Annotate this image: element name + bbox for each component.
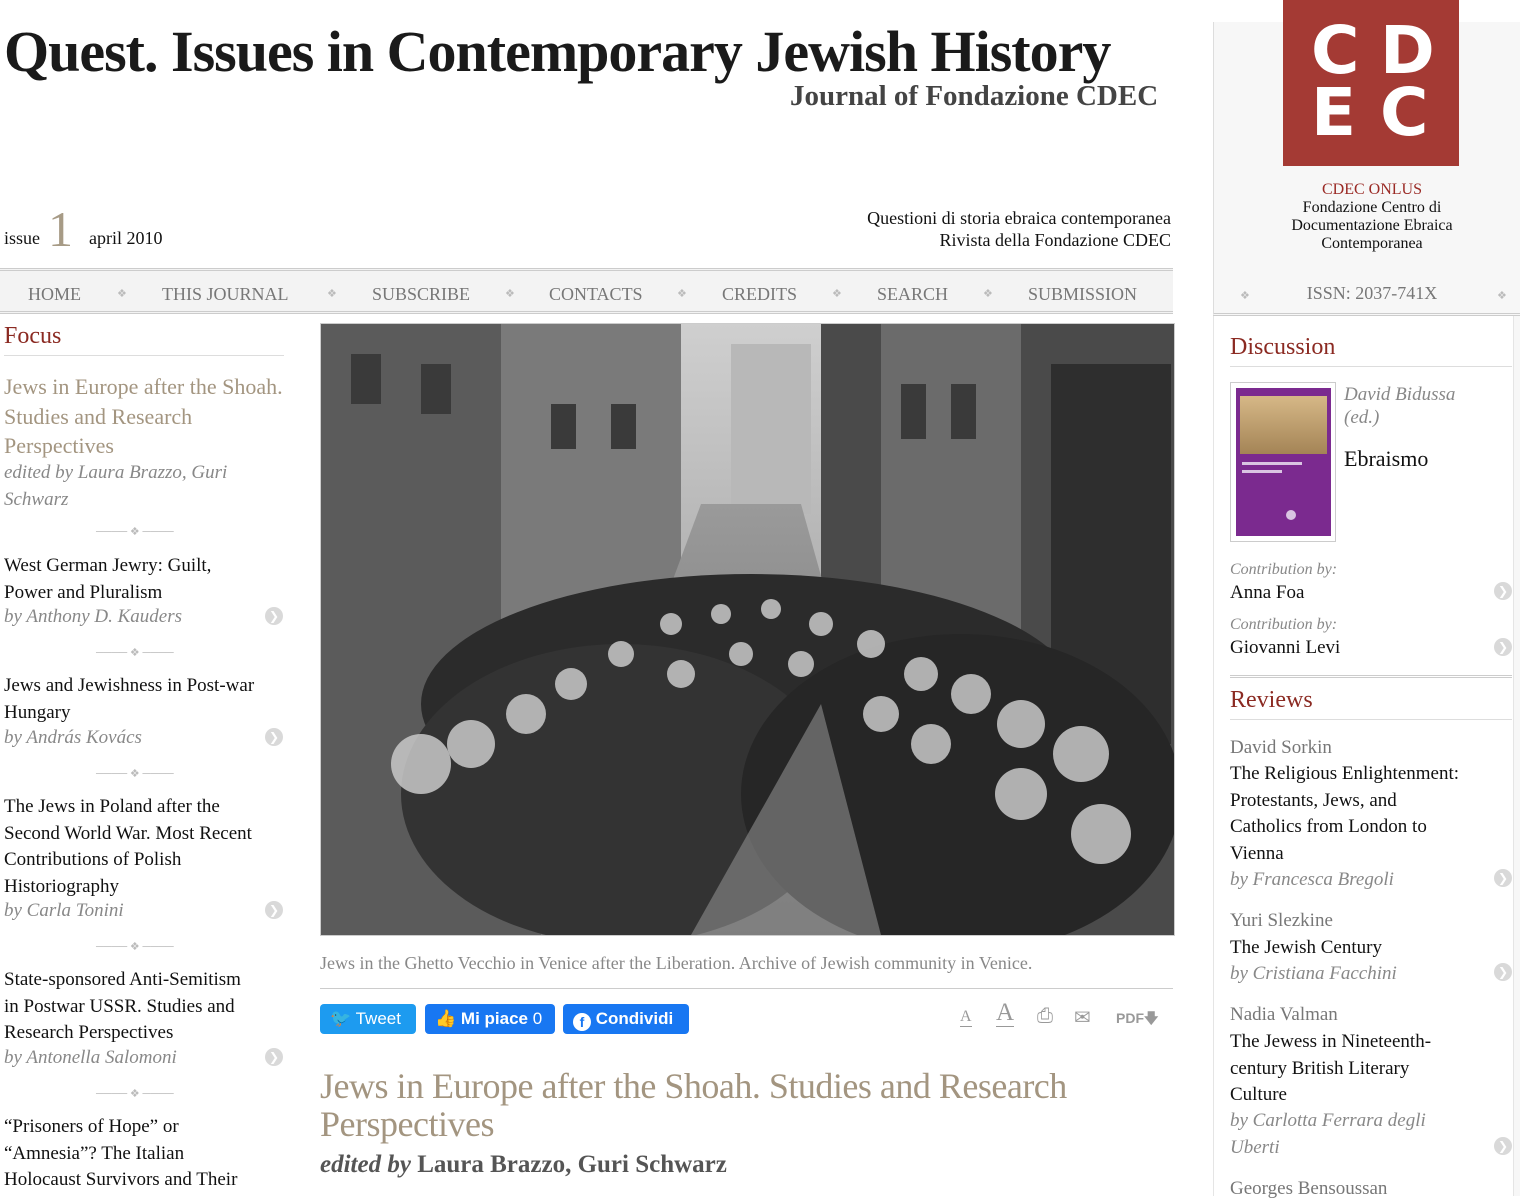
download-arrow-icon: 🡇 (1144, 1010, 1159, 1026)
chevron-right-icon[interactable]: ❯ (1494, 1137, 1512, 1155)
thumbs-up-icon: 👍 (435, 1009, 457, 1028)
review-book-author: Nadia Valman (1230, 1004, 1338, 1025)
review-book-title[interactable] (1230, 761, 1500, 867)
article-separator: ──── ❖ ──── (96, 647, 174, 659)
contribution-name[interactable]: Giovanni Levi (1230, 637, 1341, 658)
nav-separator: ❖ (677, 288, 687, 300)
nav-separator: ❖ (505, 288, 515, 300)
title-line: Power and Pluralism (4, 581, 163, 603)
divider (4, 355, 284, 356)
book-cover-text (1242, 462, 1302, 465)
issn-separator: ❖ (1497, 290, 1507, 302)
main-nav (0, 268, 1173, 314)
nav-search[interactable]: SEARCH (877, 284, 949, 304)
title-line: West German Jewry: Guilt, (4, 555, 212, 576)
review-book-author: Yuri Slezkine (1230, 910, 1333, 931)
book-title[interactable]: Ebraismo (1344, 446, 1429, 471)
featured-article-editors: edited by Laura Brazzo, Guri Schwarz (4, 462, 228, 510)
title-line: Research Perspectives (4, 1022, 174, 1043)
title-line: Catholics from London to (1230, 816, 1427, 837)
title-line: Culture (1230, 1084, 1287, 1105)
reviewer-line: by Carlotta Ferrara degli (1230, 1110, 1426, 1131)
title-line: The Jewish Century (1230, 937, 1382, 958)
italian-title (867, 207, 1171, 251)
font-decrease-icon[interactable]: A (960, 1008, 972, 1025)
share-label: Condividi (595, 1009, 674, 1028)
nav-separator: ❖ (117, 288, 127, 300)
org-full-name-line: Fondazione Centro di (1302, 199, 1442, 216)
title-line: in Postwar USSR. Studies and (4, 995, 235, 1017)
review-book-author: David Sorkin (1230, 737, 1332, 758)
focus-article-title[interactable] (4, 673, 289, 726)
focus-article-author: by Anthony D. Kauders (4, 606, 183, 627)
title-line: The Jews in Poland after the (4, 796, 220, 817)
org-name[interactable]: CDEC ONLUS (1321, 181, 1422, 198)
nav-separator: ❖ (832, 288, 842, 300)
tweet-label: Tweet (355, 1009, 401, 1028)
title-line: Historiography (4, 875, 120, 897)
nav-credits[interactable]: CREDITS (722, 284, 798, 304)
focus-heading: Focus (4, 323, 62, 349)
discussion-heading: Discussion (1230, 334, 1336, 360)
title-line: Holocaust Survivors and Their (4, 1169, 238, 1190)
title-line: “Prisoners of Hope” or (4, 1116, 179, 1137)
edited-by-label: edited by (320, 1151, 411, 1178)
featured-article-title[interactable]: Jews in Europe after the Shoah. Studies and Research Perspectives (4, 374, 283, 458)
chevron-right-icon[interactable]: ❯ (1494, 638, 1512, 656)
font-increase-icon[interactable]: A (996, 999, 1015, 1026)
contribution-name[interactable]: Anna Foa (1230, 582, 1305, 603)
cdec-logo[interactable] (1283, 0, 1459, 166)
contribution-label: Contribution by: (1230, 561, 1338, 578)
site-subtitle: Journal of Fondazione CDEC (790, 80, 1159, 112)
like-label: Mi piace (460, 1009, 528, 1028)
article-title: Jews in Europe after the Shoah. Studies and Research Perspectives (320, 1066, 1067, 1144)
editor-names: Laura Brazzo, Guri Schwarz (417, 1151, 727, 1178)
focus-article-title[interactable] (4, 967, 289, 1047)
review-reviewer: by Francesca Bregoli (1230, 869, 1394, 890)
title-line: Protestants, Jews, and (1230, 789, 1397, 811)
issue-label: issue (4, 228, 40, 248)
chevron-right-icon[interactable]: ❯ (265, 728, 283, 746)
book-author (1344, 383, 1455, 429)
focus-article-title[interactable] (4, 553, 284, 606)
contribution-label: Contribution by: (1230, 616, 1338, 633)
share-button[interactable] (563, 1004, 689, 1034)
title-line: “Amnesia”? The Italian (4, 1142, 185, 1164)
book-author-role: (ed.) (1344, 407, 1380, 428)
issue-date: april 2010 (89, 228, 163, 248)
issue-number: 1 (48, 201, 73, 257)
chevron-right-icon[interactable]: ❯ (1494, 963, 1512, 981)
like-count: 0 (532, 1009, 543, 1028)
right-edge-panel (1513, 316, 1520, 1196)
divider (1230, 366, 1512, 367)
reviews-heading: Reviews (1230, 687, 1313, 713)
nav-separator: ❖ (983, 288, 993, 300)
chevron-right-icon[interactable]: ❯ (265, 607, 283, 625)
logo-letter: E (1311, 74, 1357, 151)
pdf-label: PDF (1116, 1010, 1144, 1026)
book-author-name: David Bidussa (1344, 384, 1456, 405)
nav-contacts[interactable]: CONTACTS (549, 284, 643, 304)
title-line: century British Literary (1230, 1057, 1410, 1079)
title-line: Vienna (1230, 842, 1284, 864)
focus-article-author: by András Kovács (4, 727, 142, 748)
title-line: Jews and Jewishness in Post-war (4, 675, 255, 696)
nav-subscribe[interactable]: SUBSCRIBE (372, 284, 471, 304)
chevron-right-icon[interactable]: ❯ (1494, 869, 1512, 887)
logo-letter: D (1380, 12, 1435, 89)
article-separator: ──── ❖ ──── (96, 526, 174, 538)
book-cover-picture (1240, 396, 1327, 454)
org-full-name-line: Contemporanea (1321, 235, 1423, 252)
chevron-right-icon[interactable]: ❯ (1494, 582, 1512, 600)
review-reviewer: by Cristiana Facchini (1230, 963, 1397, 984)
site-title[interactable]: Quest. Issues in Contemporary Jewish History (4, 19, 1111, 84)
print-icon[interactable]: ⎙ (1037, 1005, 1053, 1027)
title-line: The Religious Enlightenment: (1230, 763, 1460, 784)
section-divider (1230, 675, 1512, 678)
chevron-right-icon[interactable]: ❯ (265, 1048, 283, 1066)
issn: ISSN: 2037-741X (1306, 283, 1438, 303)
right-column-border (1213, 316, 1214, 1196)
chevron-right-icon[interactable]: ❯ (265, 901, 283, 919)
org-full-name (1213, 199, 1520, 253)
feature-photo (320, 323, 1175, 936)
nav-submission[interactable]: SUBMISSION (1028, 284, 1138, 304)
book-cover-art (1236, 388, 1331, 536)
focus-article-title[interactable] (4, 794, 289, 900)
reviewer-line: Uberti (1230, 1136, 1280, 1158)
divider (320, 988, 1173, 989)
nav-this-journal[interactable]: THIS JOURNAL (162, 284, 289, 304)
title-line: The Jewess in Nineteenth- (1230, 1031, 1432, 1052)
photo-illustration (321, 324, 1174, 935)
article-editors (320, 1151, 727, 1179)
twitter-bird-icon: 🐦 (330, 1009, 352, 1028)
review-book-author: Georges Bensoussan (1230, 1178, 1388, 1199)
article-separator: ──── ❖ ──── (96, 768, 174, 780)
title-line: Hungary (4, 701, 71, 723)
pdf-download-button[interactable] (1116, 1008, 1158, 1032)
nav-home[interactable]: HOME (28, 284, 81, 304)
logo-letter: C (1380, 74, 1429, 151)
review-book-title[interactable] (1230, 935, 1500, 962)
photo-caption: Jews in the Ghetto Vecchio in Venice after the Liberation. Archive of Jewish community in Venice. (320, 953, 1033, 973)
focus-article-author: by Antonella Salomoni (4, 1047, 177, 1068)
focus-article-author: by Carla Tonini (4, 900, 124, 921)
email-icon[interactable]: ✉ (1074, 1007, 1091, 1029)
review-reviewer (1230, 1108, 1490, 1161)
book-cover-emblem (1286, 510, 1296, 520)
title-line: Second World War. Most Recent (4, 822, 252, 844)
title-line: Contributions of Polish (4, 849, 182, 870)
review-book-title[interactable] (1230, 1029, 1500, 1109)
divider (1230, 719, 1512, 720)
tweet-button[interactable] (320, 1004, 416, 1034)
article-separator: ──── ❖ ──── (96, 941, 174, 953)
title-line: State-sponsored Anti-Semitism (4, 969, 241, 990)
article-separator: ──── ❖ ──── (96, 1088, 174, 1100)
issn-separator: ❖ (1240, 290, 1250, 302)
book-cover[interactable] (1230, 382, 1336, 542)
italian-title-line: Questioni di storia ebraica contemporanea (867, 208, 1171, 228)
focus-article-title[interactable] (4, 1114, 289, 1194)
book-cover-text (1242, 470, 1282, 473)
org-full-name-line: Documentazione Ebraica (1291, 217, 1453, 234)
facebook-icon: f (573, 1013, 591, 1031)
nav-separator: ❖ (327, 288, 337, 300)
like-button[interactable] (425, 1004, 555, 1034)
italian-title-line: Rivista della Fondazione CDEC (939, 230, 1171, 250)
logo-letter: C (1311, 12, 1360, 89)
